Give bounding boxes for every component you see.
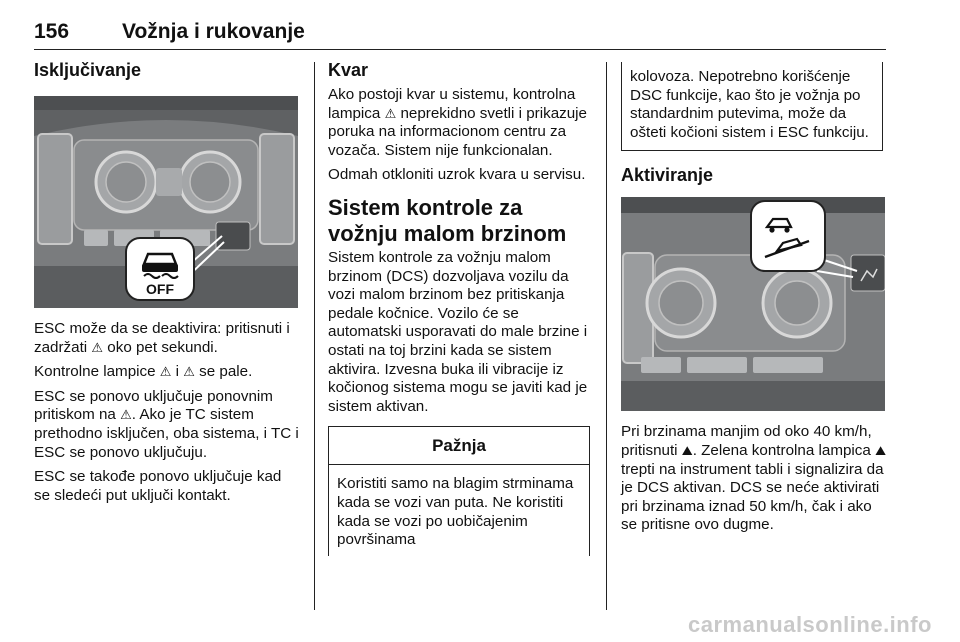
- page-header: [34, 18, 886, 50]
- esc-off-icon: ⚠: [183, 364, 195, 380]
- figure-dcs-button: [621, 197, 885, 411]
- notice-text-continued: kolovoza. Nepotrebno korišćenje DSC funkcije, kao što je vožnja po standardnim putevima, može da ošteti kočioni sistem i ESC funkciju.: [630, 68, 869, 141]
- paragraph-dcs: Sistem kontrole za vožnju malom brzinom (DCS) dozvoljava vozilu da vozi malom brzinom bez pritiskanja pedale kočnice. Vozilo će se automatski usporavati do male brzine i ostati na toj brzini kada se sistem aktivira. Izvesna buka ili vibracije iz kočionog sistema mogu se javiti kad je sistem aktivan.: [328, 248, 588, 415]
- paragraph-kvar: Ako postoji kvar u sistemu, kontrolna lampica ⚠ neprekidno svetli i prikazuje poruka na informacionom centru za vozača. Sistem nije funkcionalan.: [328, 86, 588, 159]
- page-title: Vožnja i rukovanje: [122, 20, 305, 43]
- page-number: 156: [34, 20, 70, 43]
- paragraph-reactivate: ESC se ponovo uključuje ponovnim pritiskom na ⚠. Ako je TC sistem prethodno isključen, oba sistema, i TC i ESC se ponovo uključuju.: [34, 387, 299, 461]
- notice-box: [328, 426, 590, 556]
- notice-title: Pažnja: [329, 427, 589, 465]
- column-divider: [314, 62, 315, 610]
- dcs-icon: ⛰: [681, 442, 693, 458]
- console-illustration: [34, 96, 298, 308]
- esc-off-icon: ⚠: [91, 339, 104, 355]
- column-right: [621, 62, 887, 535]
- column-middle: [328, 58, 596, 556]
- notice-text: Koristiti samo na blagim strminama kada se vozi van puta. Ne koristiti kada se vozi po uobičajenim površinama: [337, 475, 574, 549]
- section-title-dcs: Sistem kontrole za vožnju malom brzinom: [328, 194, 567, 246]
- paragraph-indicator-lamps: Kontrolne lampice ⚠ i ⚠ se pale.: [34, 363, 253, 381]
- paragraph-deactivate: ESC može da se deaktivira: pritisnuti i zadržati ⚠ oko pet sekundi.: [34, 320, 290, 356]
- heading-aktiviranje: Aktiviranje: [621, 165, 714, 186]
- esc-warning-icon: ⚠: [384, 105, 397, 121]
- dcs-indicator-icon: ⛰: [875, 442, 886, 458]
- paragraph-activation: Pri brzinama manjim od oko 40 km/h, pritisnuti ⛰. Zelena kontrolna lampica ⛰ trepti na instrument tabli i signalizira da je DCS aktivan. DCS se neće aktivirati pri brzinama iznad 50 km/h, čak i ako se pritisne ovo dugme.: [621, 423, 886, 534]
- console-illustration-dcs: [621, 197, 885, 411]
- heading-kvar: Kvar: [328, 60, 369, 80]
- notice-box-continued: [621, 62, 883, 151]
- esc-off-icon: ⚠: [120, 407, 132, 423]
- tc-off-icon: ⚠: [159, 364, 172, 380]
- heading-iskljucivanje: Isključivanje: [34, 60, 142, 80]
- column-divider: [606, 62, 607, 610]
- off-label: OFF: [146, 281, 174, 297]
- paragraph-service: Odmah otkloniti uzrok kvara u servisu.: [328, 166, 586, 184]
- column-left: [34, 58, 300, 511]
- watermark: carmanualsonline.info: [688, 612, 932, 637]
- paragraph-ignition: ESC se takođe ponovo uključuje kad se sledeći put uključi kontakt.: [34, 468, 282, 504]
- figure-esc-off-button: [34, 96, 298, 308]
